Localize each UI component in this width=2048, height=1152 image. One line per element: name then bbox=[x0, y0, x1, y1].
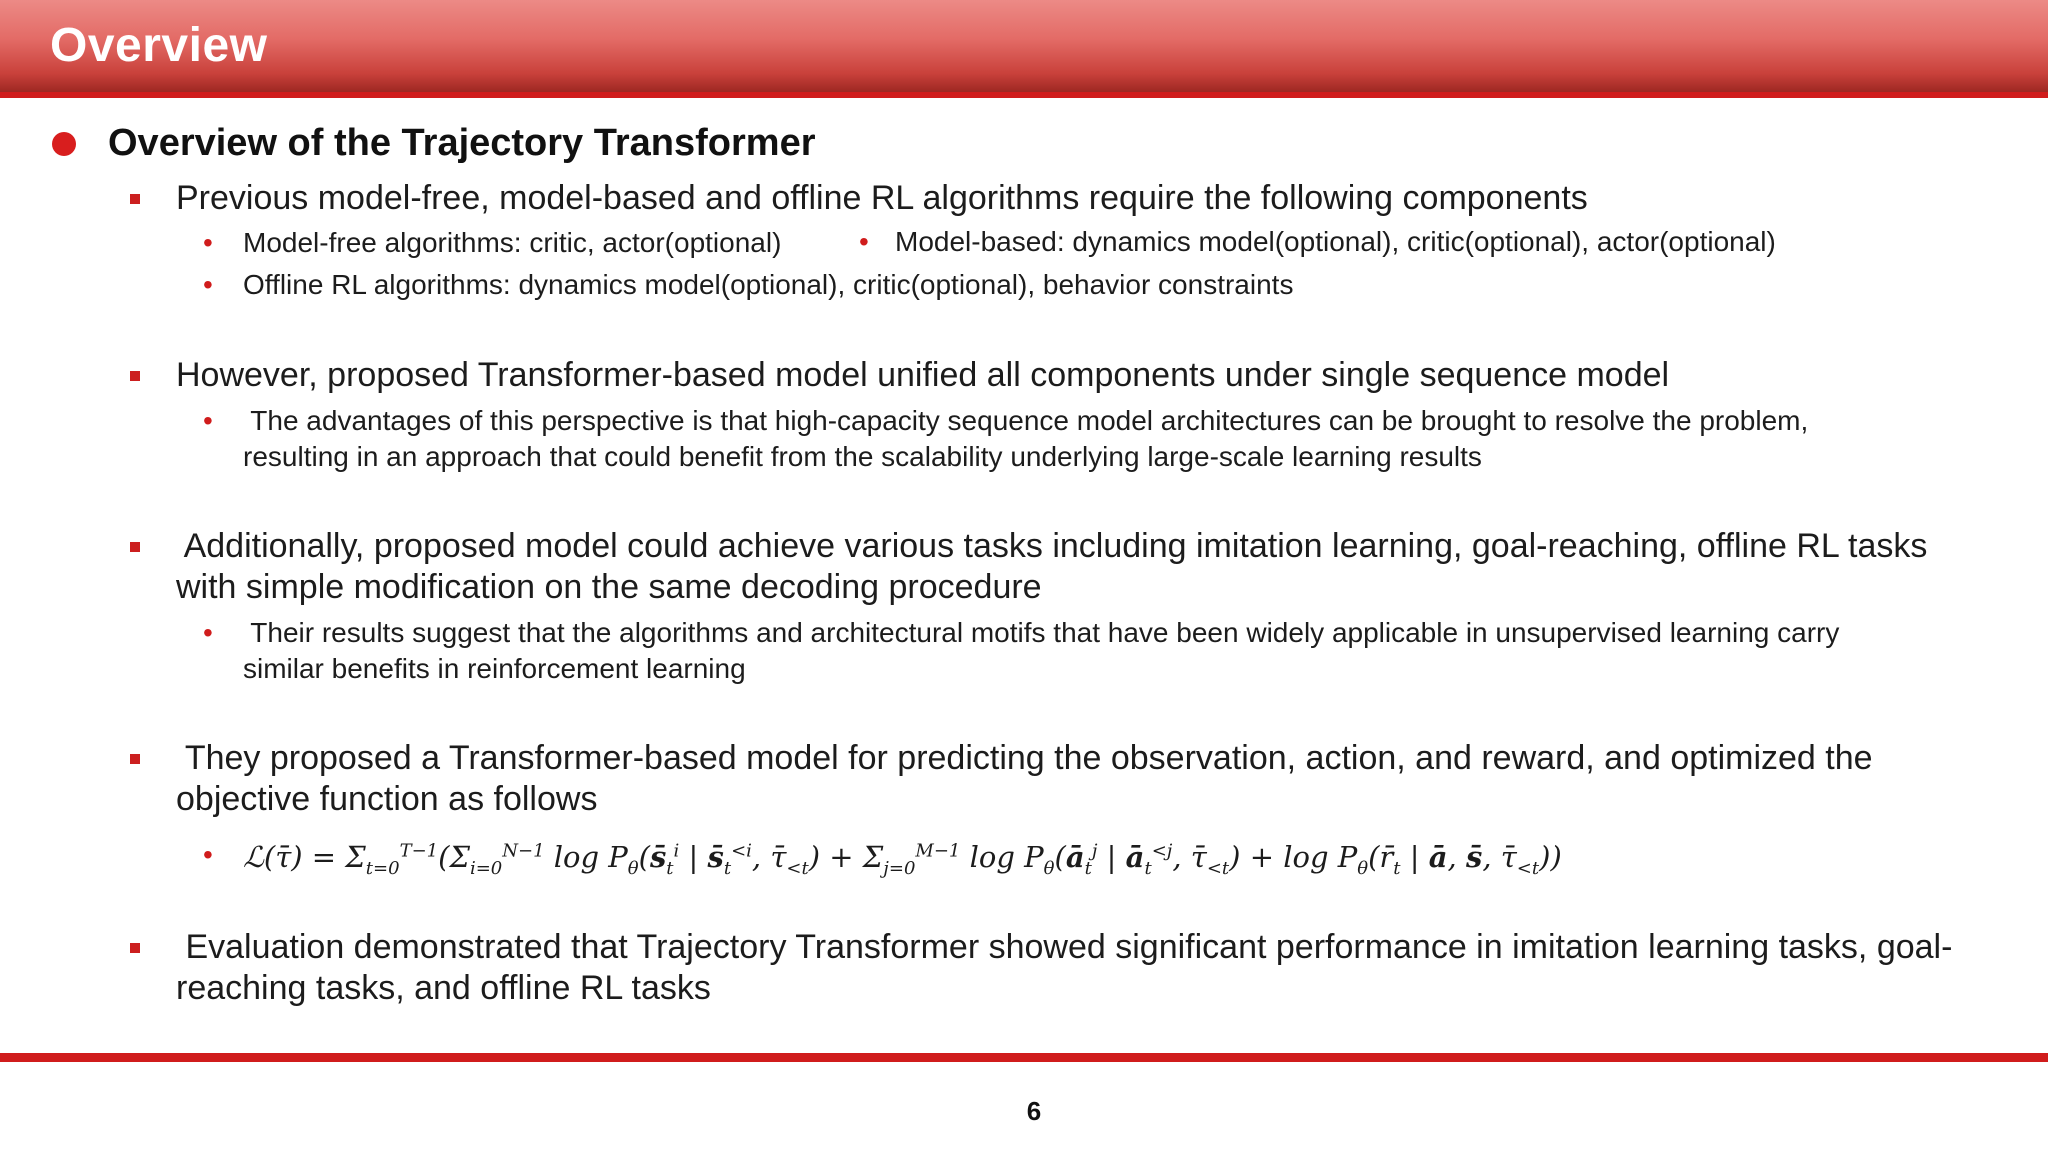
sub-bullet-icon: • bbox=[203, 227, 213, 258]
bullet-4-line-2: objective function as follows bbox=[176, 780, 598, 818]
footer-divider bbox=[0, 1053, 2048, 1062]
sub-bullet-line: resulting in an approach that could benefit from the scalability underlying large-scale learning results bbox=[243, 441, 1482, 472]
sub-bullet-line: similar benefits in reinforcement learning bbox=[243, 653, 746, 684]
sub-bullet-1-2 bbox=[859, 224, 1776, 260]
sub-bullet-3-1 bbox=[203, 615, 1840, 687]
bullet-3-line-2: with simple modification on the same decoding procedure bbox=[176, 568, 1042, 606]
sub-bullet-line: Their results suggest that the algorithms and architectural motifs that have been widely applicable in unsupervised learning carry bbox=[243, 617, 1840, 648]
square-bullet-icon bbox=[130, 194, 140, 204]
bullet-2 bbox=[130, 355, 2000, 396]
sub-bullet-icon: • bbox=[203, 405, 213, 436]
bullet-5 bbox=[130, 927, 2000, 1009]
bullet-4 bbox=[130, 738, 2000, 820]
slide-title: Overview bbox=[50, 19, 268, 72]
bullet-3-line-1: Additionally, proposed model could achieve various tasks including imitation learning, goal-reaching, offline RL tasks bbox=[176, 527, 1928, 565]
square-bullet-icon bbox=[130, 943, 140, 953]
bullet-2-text: However, proposed Transformer-based model unified all components under single sequence model bbox=[176, 356, 1670, 394]
bullet-4-line-1: They proposed a Transformer-based model for predicting the observation, action, and reward, and optimized the bbox=[176, 739, 1873, 777]
sub-bullet-icon: • bbox=[203, 839, 213, 870]
main-heading bbox=[52, 122, 816, 165]
bullet-3 bbox=[130, 526, 2000, 608]
square-bullet-icon bbox=[130, 371, 140, 381]
sub-bullet-text: Offline RL algorithms: dynamics model(optional), critic(optional), behavior constraints bbox=[243, 269, 1294, 300]
page-number: 6 bbox=[1026, 1096, 1042, 1126]
square-bullet-icon bbox=[130, 542, 140, 552]
sub-bullet-2-1 bbox=[203, 403, 1809, 475]
sub-bullet-1-3 bbox=[203, 267, 1294, 303]
bullet-1 bbox=[130, 178, 2000, 219]
sub-bullet-text: Model-based: dynamics model(optional), critic(optional), actor(optional) bbox=[895, 226, 1776, 257]
bullet-5-line-2: reaching tasks, and offline RL tasks bbox=[176, 969, 711, 1007]
sub-bullet-text: Model-free algorithms: critic, actor(optional) bbox=[243, 227, 782, 258]
bullet-5-line-1: Evaluation demonstrated that Trajectory Transformer showed significant performance in imitation learning tasks, goal- bbox=[176, 928, 1953, 966]
bullet-1-text: Previous model-free, model-based and offline RL algorithms require the following components bbox=[176, 179, 1588, 217]
objective-formula: ℒ(τ̄) = $\Sigma_{t=0}^{T-1}(\Sigma_{i=0}^{N-1}$ $\log P_\theta(s̄_t^i$ | $s̄_t^{<i}$, $\taū_{<t}) + \Sigma_{j=0}^{M-1}$ $\log P_\theta(ā_t^j$ | $ā_t^{<j}$, $\taū_{<t}) + \log$ $P_\theta(r̄_t$ | ā, s̄, $\taū_{<t}$)) bbox=[243, 839, 1562, 879]
sub-bullet-4-1 bbox=[203, 833, 1562, 886]
main-heading-text: Overview of the Trajectory Transformer bbox=[108, 122, 816, 164]
sub-bullet-icon: • bbox=[859, 226, 869, 257]
square-bullet-icon bbox=[130, 754, 140, 764]
sub-bullet-1-1 bbox=[203, 225, 782, 261]
sub-bullet-line: The advantages of this perspective is that high-capacity sequence model architectures can be brought to resolve the problem, bbox=[243, 405, 1809, 436]
sub-bullet-icon: • bbox=[203, 269, 213, 300]
bullet-dot-icon bbox=[52, 132, 76, 156]
sub-bullet-icon: • bbox=[203, 617, 213, 648]
